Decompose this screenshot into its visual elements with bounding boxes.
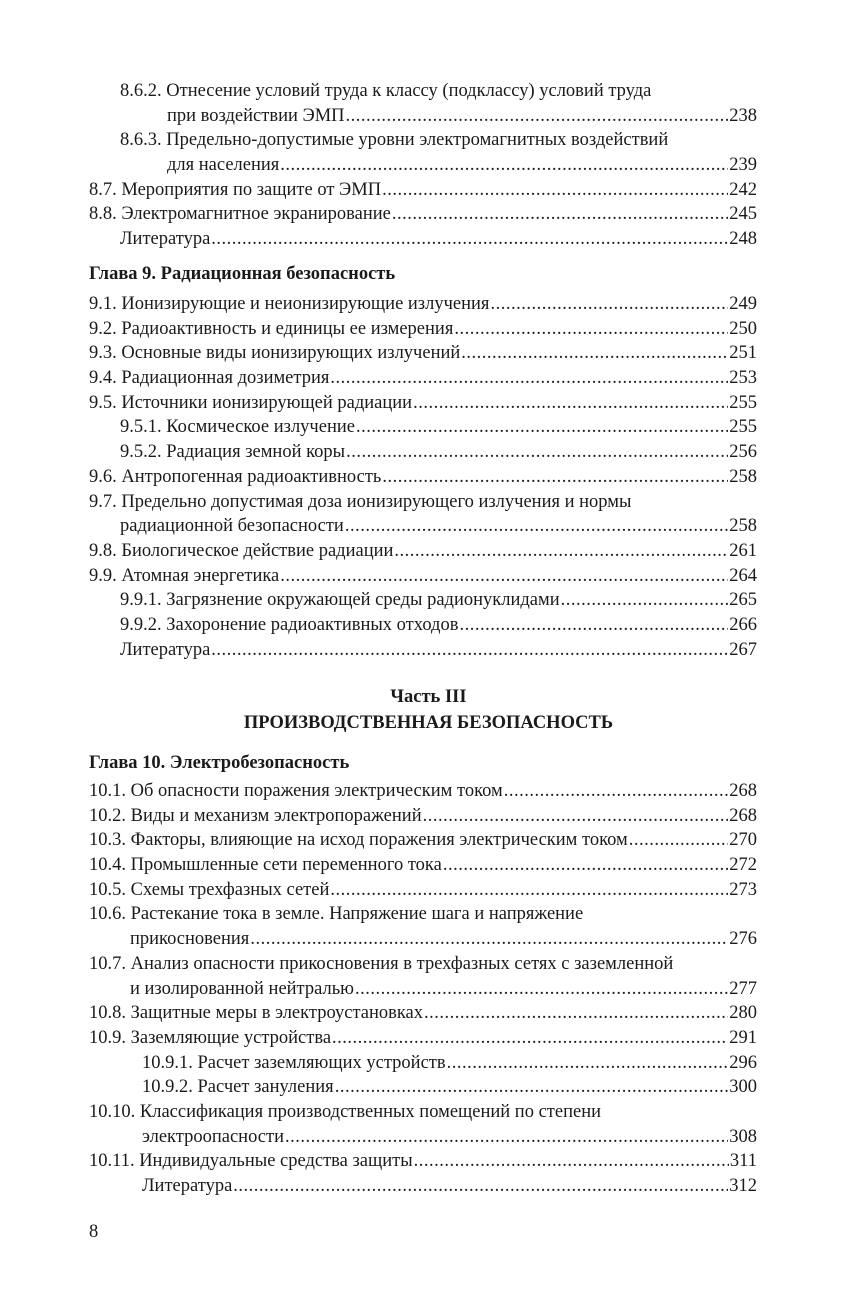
toc-entry-title: Литература [120,229,211,250]
toc-entry-title: 9.9.1. Загрязнение окружающей среды радионуклидами [120,590,560,611]
toc-entry[interactable] [0,878,857,903]
toc-entry[interactable] [0,1026,857,1051]
toc-entry-title: 10.2. Виды и механизм электропоражений [89,805,422,826]
toc-entry[interactable] [0,1075,857,1100]
dot-leader [355,977,728,1002]
toc-block-chapter8-tail [0,79,857,252]
toc-block-chapter10 [0,779,857,1199]
toc-entry-page: 312 [729,1176,757,1196]
dot-leader [413,391,728,416]
toc-entry[interactable] [0,564,857,589]
toc-entry[interactable] [0,79,857,128]
toc-entry-page: 270 [729,830,757,851]
dot-leader [392,202,728,227]
toc-entry[interactable] [0,1051,857,1076]
toc-entry-page: 251 [729,343,757,364]
toc-entry-title: 9.4. Радиационная дозиметрия [89,368,330,389]
dot-leader [490,292,728,317]
toc-entry-page: 300 [729,1077,757,1098]
toc-entry[interactable] [0,804,857,829]
toc-entry-title: 8.8. Электромагнитное экранирование [89,204,391,225]
toc-entry-page: 280 [729,1003,757,1024]
toc-entry[interactable] [0,415,857,440]
toc-entry-page: 253 [729,368,757,389]
chapter-10-heading: Глава 10. Электробезопасность [89,753,350,773]
toc-entry[interactable] [0,490,857,539]
toc-entry[interactable] [0,391,857,416]
toc-entry[interactable] [0,539,857,564]
dot-leader [424,1001,728,1026]
toc-entry-page: 268 [729,781,757,801]
toc-entry[interactable] [0,1001,857,1026]
page-number: 8 [89,1222,99,1242]
dot-leader [461,341,728,366]
dot-leader [561,588,729,613]
toc-entry-title: 9.9. Атомная энергетика [89,565,280,586]
toc-entry[interactable] [0,1149,857,1174]
toc-entry-title: 9.7. Предельно допустимая доза ионизирующего излучения и нормы [89,491,632,512]
toc-entry[interactable] [0,779,857,804]
toc-entry-page: 238 [729,105,757,126]
toc-entry-title: 9.2. Радиоактивность и единицы ее измерения [89,318,454,339]
toc-entry-page: 265 [729,590,757,611]
toc-entry-title: 8.7. Мероприятия по защите от ЭМП [89,179,382,200]
dot-leader [345,514,728,539]
toc-entry-title: 10.10. Классификация производственных помещений по степени [89,1101,602,1122]
toc-entry[interactable] [0,638,857,663]
toc-entry-page: 267 [729,639,757,660]
toc-entry-title: 9.3. Основные виды ионизирующих излучений [89,343,461,364]
toc-entry-title: 10.8. Защитные меры в электроустановках [89,1003,424,1024]
dot-leader [346,440,728,465]
toc-entry-title: 10.9.2. Расчет зануления [142,1077,334,1098]
dot-leader [346,104,729,129]
dot-leader [423,804,729,829]
toc-entry-page: 276 [729,929,757,950]
toc-entry-page: 258 [729,516,757,537]
dot-leader [332,1026,728,1051]
toc-entry-title: 9.5.2. Радиация земной коры [120,442,346,463]
dot-leader [330,878,728,903]
toc-entry[interactable] [0,366,857,391]
toc-entry[interactable] [0,465,857,490]
toc-entry-title: 10.5. Схемы трехфазных сетей [89,879,330,900]
toc-entry-title: 10.9. Заземляющие устройства [89,1027,332,1048]
toc-entry-page: 258 [729,466,757,487]
dot-leader [335,1075,729,1100]
toc-entry-title: 10.7. Анализ опасности прикосновения в трехфазных сетях с заземленной [89,953,674,974]
dot-leader [504,779,729,804]
toc-block-chapter9 [0,292,857,662]
toc-entry-page: 291 [729,1027,757,1048]
toc-entry-title: для населения [167,155,280,176]
dot-leader [280,153,728,178]
toc-entry-title: и изолированной нейтралью [130,978,354,999]
toc-entry-page: 268 [729,805,757,826]
dot-leader [443,853,728,878]
dot-leader [280,564,728,589]
toc-entry-title: 9.6. Антропогенная радиоактивность [89,466,382,487]
toc-entry-title: 9.5.1. Космическое излучение [120,417,355,438]
toc-entry-page: 277 [729,978,757,999]
toc-entry-page: 266 [729,614,757,635]
toc-entry-title: 9.9.2. Захоронение радиоактивных отходов [120,614,459,635]
toc-entry-title: 10.1. Об опасности поражения электрическим током [89,781,503,801]
toc-entry[interactable] [0,952,857,1001]
toc-entry-title: радиационной безопасности [120,516,344,537]
toc-entry-title: 9.8. Биологическое действие радиации [89,540,394,561]
toc-entry-page: 273 [729,879,757,900]
toc-entry[interactable] [0,828,857,853]
toc-entry-title: 8.6.2. Отнесение условий труда к классу (подклассу) условий труда [120,81,652,101]
toc-entry[interactable] [0,1100,857,1149]
toc-entry-page: 249 [729,294,757,314]
part-label: Часть III [390,687,467,707]
dot-leader [454,317,728,342]
dot-leader [211,227,728,252]
toc-entry-title: прикосновения [130,929,250,950]
dot-leader [382,178,728,203]
toc-entry[interactable] [0,853,857,878]
toc-entry[interactable] [0,128,857,177]
toc-entry-title: 8.6.3. Предельно-допустимые уровни электромагнитных воздействий [120,130,669,151]
toc-entry-page: 264 [729,565,757,586]
dot-leader [447,1051,729,1076]
toc-entry-page: 256 [729,442,757,463]
dot-leader [394,539,728,564]
toc-entry-title: 10.6. Растекание тока в земле. Напряжение шага и напряжение [89,904,584,925]
toc-entry[interactable] [0,902,857,951]
part-title: ПРОИЗВОДСТВЕННАЯ БЕЗОПАСНОСТЬ [243,713,614,733]
dot-leader [250,927,728,952]
toc-entry-title: Литература [120,639,211,660]
dot-leader [285,1125,728,1150]
toc-entry-page: 308 [729,1126,757,1147]
toc-entry-page: 250 [729,318,757,339]
dot-leader [233,1174,728,1199]
dot-leader [629,828,728,853]
chapter-9-heading: Глава 9. Радиационная безопасность [89,264,396,284]
toc-entry[interactable] [0,317,857,342]
toc-entry[interactable] [0,292,857,317]
toc-entry-title: электроопасности [142,1126,284,1147]
toc-entry[interactable] [0,1174,857,1199]
toc-entry[interactable] [0,613,857,638]
toc-entry-page: 255 [729,417,757,438]
toc-entry-title: 9.5. Источники ионизирующей радиации [89,392,413,413]
toc-entry-page: 255 [729,392,757,413]
toc-entry-page: 248 [729,229,757,250]
toc-entry[interactable] [0,440,857,465]
toc-entry-title: 10.3. Факторы, влияющие на исход поражения электрическим током [89,830,628,851]
toc-entry-page: 296 [729,1052,757,1073]
dot-leader [414,1149,729,1174]
toc-entry-title: при воздействии ЭМП [167,105,345,126]
toc-entry-page: 261 [729,540,757,561]
dot-leader [356,415,728,440]
toc-entry[interactable] [0,341,857,366]
dot-leader [330,366,728,391]
toc-entry[interactable] [0,588,857,613]
toc-entry-page: 245 [729,204,757,225]
toc-entry-page: 311 [729,1151,757,1172]
toc-entry-title: 10.9.1. Расчет заземляющих устройств [142,1052,446,1073]
toc-entry[interactable] [0,227,857,252]
toc-entry-title: Литература [142,1176,233,1196]
toc-entry-page: 242 [729,179,757,200]
toc-entry[interactable] [0,202,857,227]
dot-leader [459,613,728,638]
toc-entry-page: 272 [729,855,757,876]
dot-leader [211,638,728,663]
toc-entry-title: 10.4. Промышленные сети переменного тока [89,855,442,876]
toc-entry[interactable] [0,178,857,203]
toc-entry-page: 239 [729,155,757,176]
dot-leader [382,465,728,490]
toc-entry-title: 10.11. Индивидуальные средства защиты [89,1151,413,1172]
toc-entry-title: 9.1. Ионизирующие и неионизирующие излучения [89,294,490,314]
